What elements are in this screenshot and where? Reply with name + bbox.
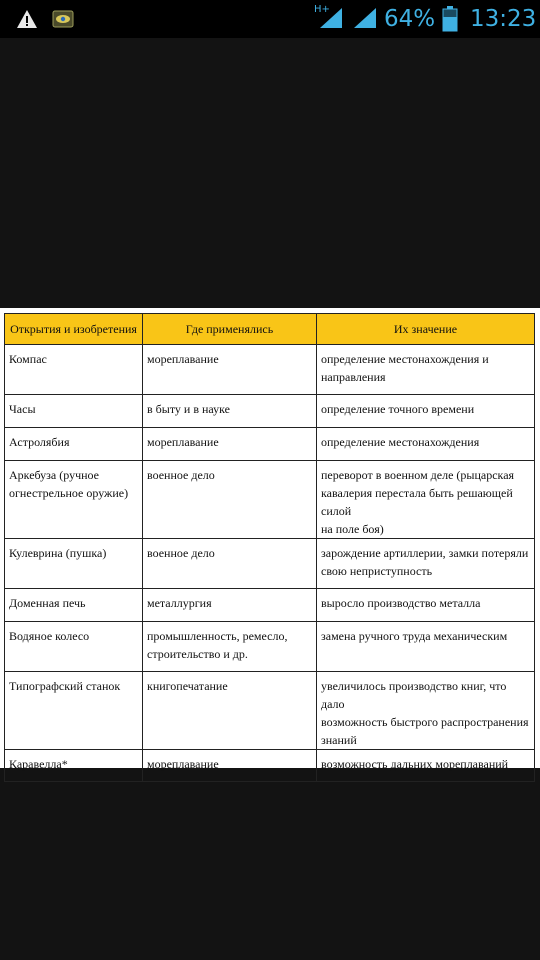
- warning-icon: [16, 9, 38, 29]
- signal-icon: [318, 6, 344, 30]
- table-cell: Кулеврина (пушка): [5, 539, 143, 589]
- column-header: Открытия и изобретения: [5, 314, 143, 345]
- table-row: [5, 622, 535, 672]
- table-row: [5, 589, 535, 622]
- clock: 13:23: [470, 6, 537, 32]
- table-row: [5, 461, 535, 539]
- table-header-row: [5, 314, 535, 345]
- table-cell: металлургия: [143, 589, 317, 622]
- table-cell: выросло производство металла: [317, 589, 535, 622]
- table-row: [5, 345, 535, 395]
- table-cell: Каравелла*: [5, 750, 143, 782]
- eye-icon: [52, 9, 74, 29]
- table-cell: увеличилось производство книг, что дало возможность быстрого распространения знаний: [317, 672, 535, 750]
- table-cell: Компас: [5, 345, 143, 395]
- table-cell: военное дело: [143, 539, 317, 589]
- table-cell: мореплавание: [143, 345, 317, 395]
- column-header: Их значение: [317, 314, 535, 345]
- network-type-label: H+: [314, 4, 330, 15]
- table-cell: определение местонахождения и направления: [317, 345, 535, 395]
- image-viewer[interactable]: [0, 38, 540, 960]
- table-cell: книгопечатание: [143, 672, 317, 750]
- column-header: Где применялись: [143, 314, 317, 345]
- status-bar: [0, 0, 540, 38]
- battery-percent: 64%: [384, 6, 436, 32]
- table-cell: Водяное колесо: [5, 622, 143, 672]
- table-cell: Астролябия: [5, 428, 143, 461]
- table-cell: мореплавание: [143, 428, 317, 461]
- table-cell: военное дело: [143, 461, 317, 539]
- table-cell: Аркебуза (ручное огнестрельное оружие): [5, 461, 143, 539]
- table-cell: определение точного времени: [317, 395, 535, 428]
- table-cell: зарождение артиллерии, замки потеряли свою неприступность: [317, 539, 535, 589]
- table-cell: мореплавание: [143, 750, 317, 782]
- table-cell: промышленность, ремесло, строительство и др.: [143, 622, 317, 672]
- table-cell: Часы: [5, 395, 143, 428]
- table-row: [5, 428, 535, 461]
- table-cell: возможность дальних мореплаваний: [317, 750, 535, 782]
- table-cell: в быту и в науке: [143, 395, 317, 428]
- table-cell: определение местонахождения: [317, 428, 535, 461]
- signal-icon: [352, 6, 378, 30]
- document-image: [0, 308, 540, 771]
- table-row: [5, 395, 535, 428]
- battery-icon: [442, 6, 458, 32]
- inventions-table: [4, 313, 535, 782]
- table-cell: Типографский станок: [5, 672, 143, 750]
- table-cell: переворот в военном деле (рыцарская кавалерия перестала быть решающей силой на поле боя): [317, 461, 535, 539]
- table-cell: замена ручного труда механическим: [317, 622, 535, 672]
- table-row: [5, 750, 535, 782]
- table-cell: Доменная печь: [5, 589, 143, 622]
- table-row: [5, 539, 535, 589]
- table-row: [5, 672, 535, 750]
